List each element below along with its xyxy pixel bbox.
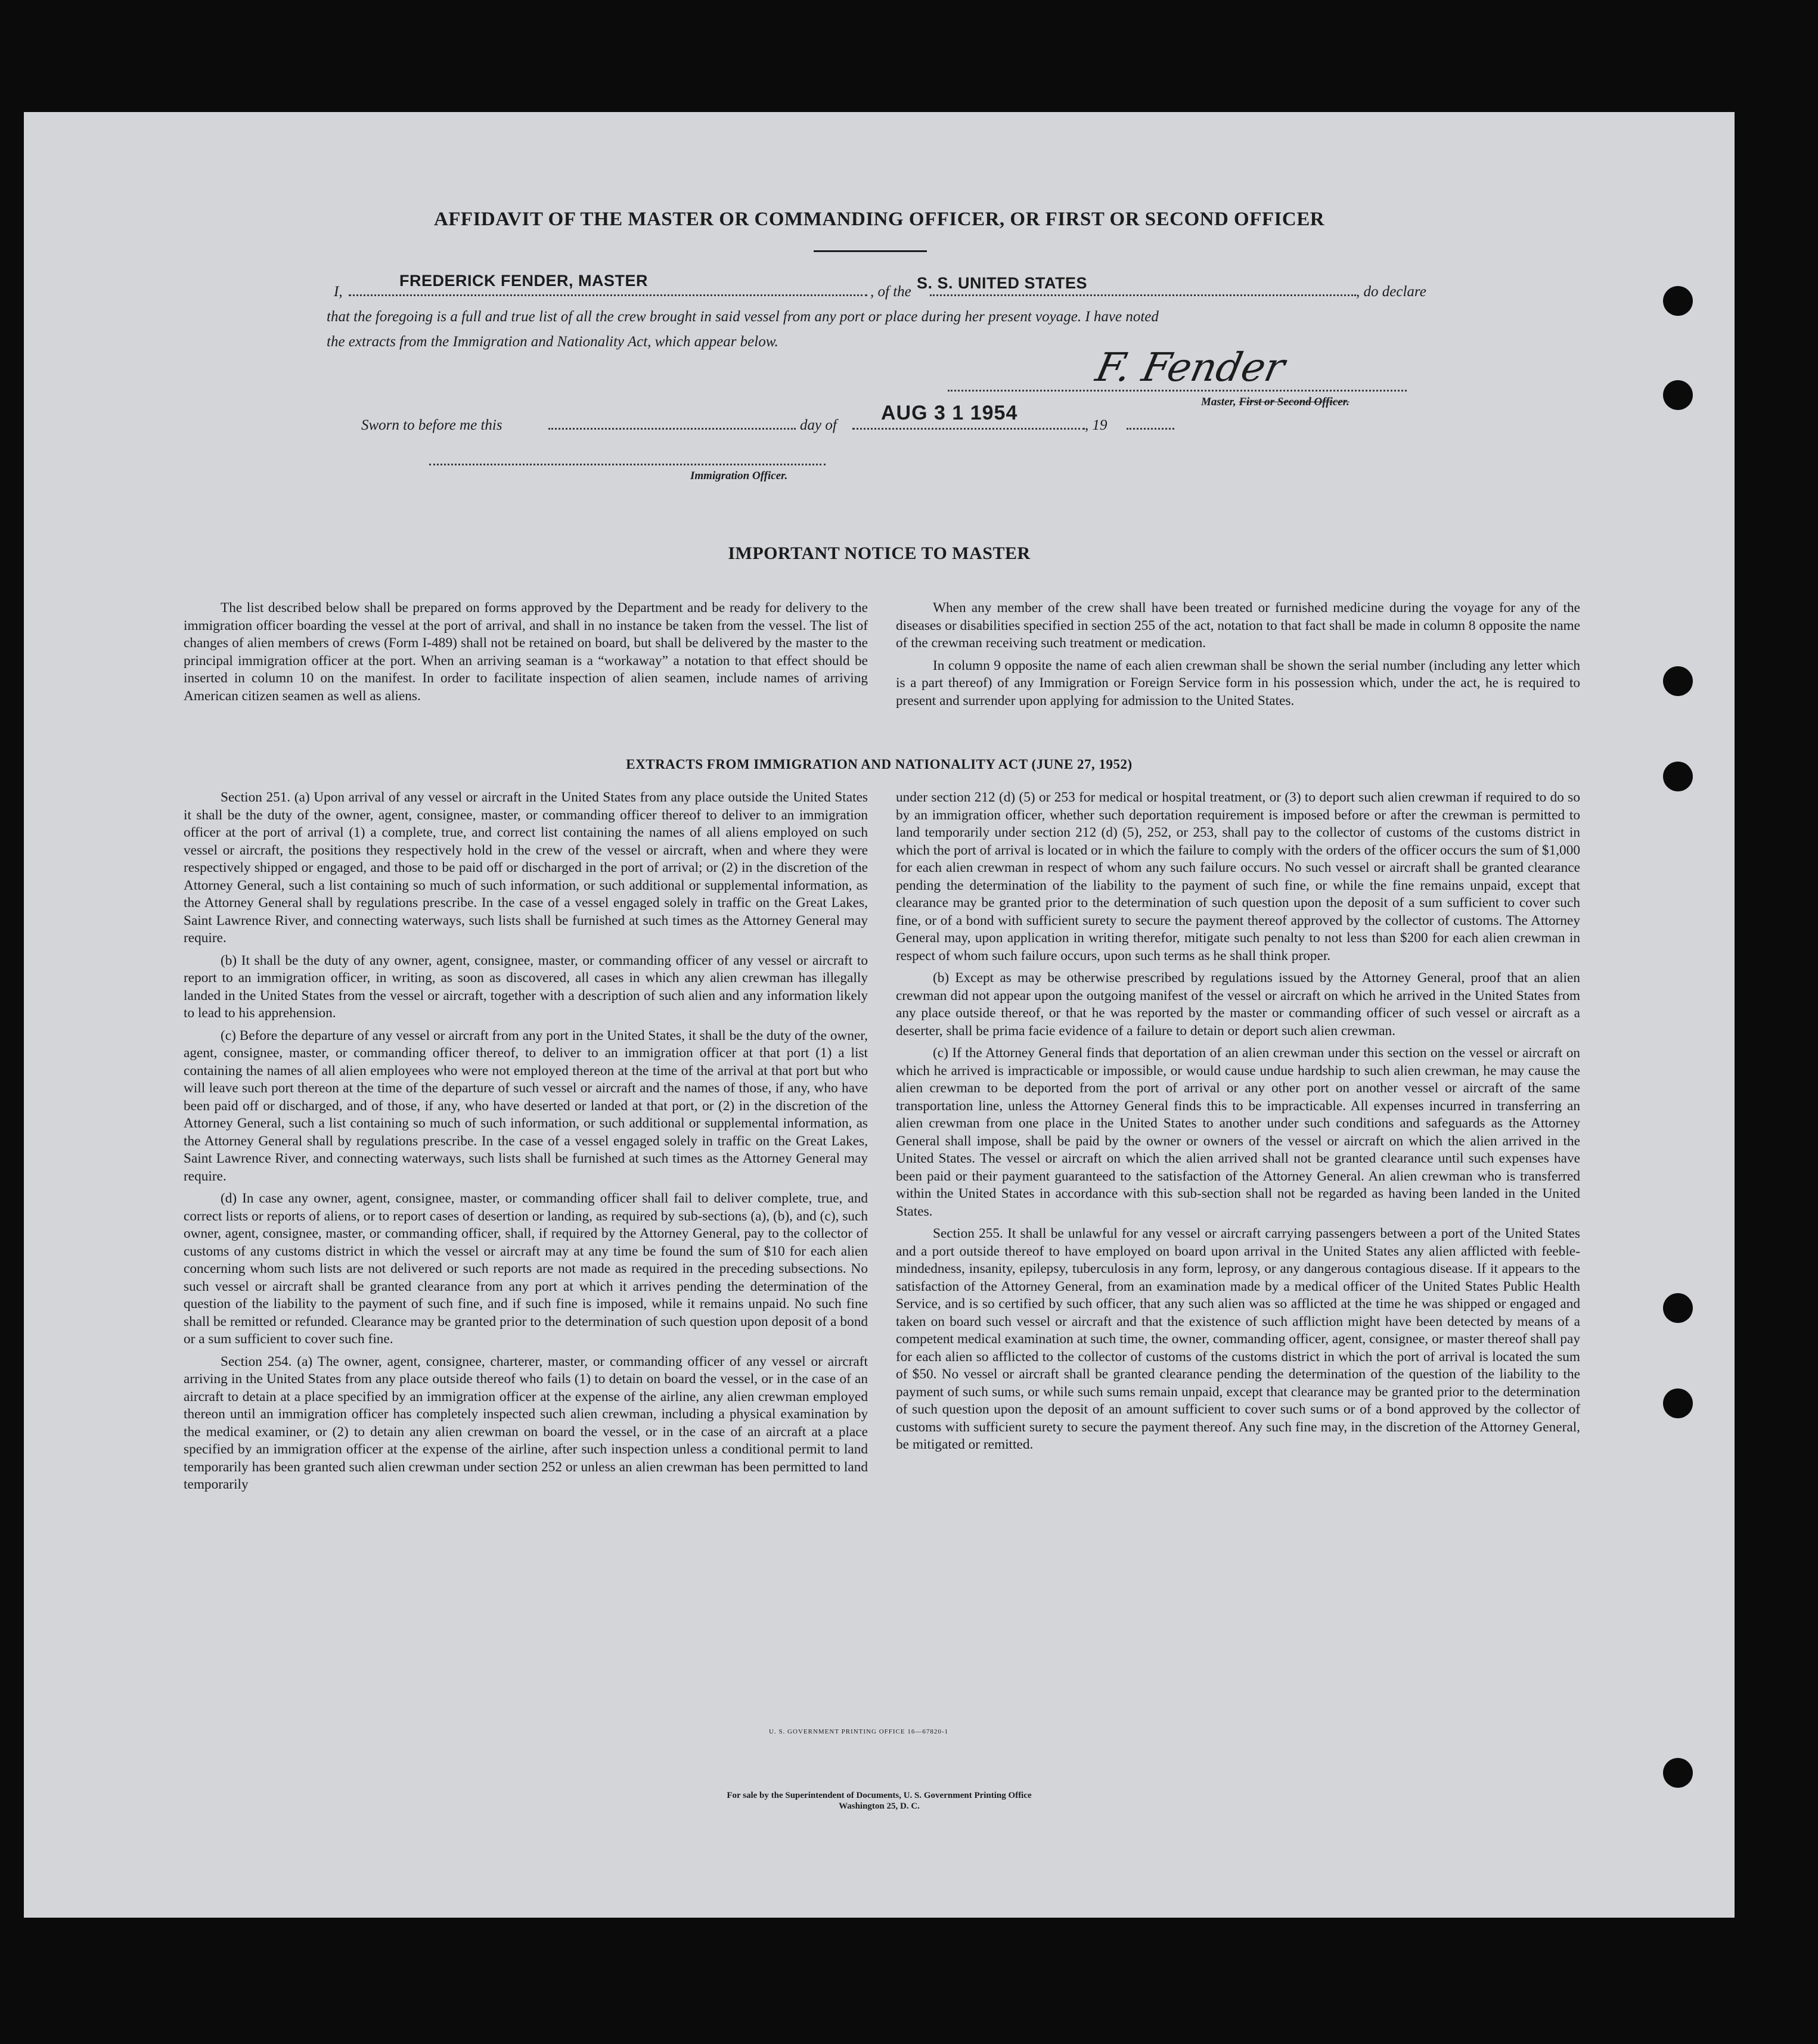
- punch-hole: [1663, 1388, 1693, 1418]
- date-stamp: AUG 3 1 1954: [881, 402, 1018, 424]
- extracts-title: EXTRACTS FROM IMMIGRATION AND NATIONALITY ACT (JUNE 27, 1952): [626, 757, 1133, 772]
- declarant-name: FREDERICK FENDER, MASTER: [399, 272, 649, 290]
- statement-line-2: the extracts from the Immigration and Nationality Act, which appear below.: [327, 334, 778, 350]
- sworn-label: Sworn to before me this: [361, 417, 502, 433]
- notice-paragraph: When any member of the crew shall have been treated or furnished medicine during the voyage for any of the diseases or disabilities specified in section 255 of the act, notation to that fact shall be made in column 8 opposite the name of the crewman receiving such treatment or medication.: [896, 600, 1580, 651]
- extract-paragraph: (c) Before the departure of any vessel or aircraft from any port in the United States, it shall be the duty of the owner, agent, consignee, master, or commanding officer thereof, to deliver to an immigration officer at that port (1) a list containing the names of all alien employees who were not employed thereon at the time of the arrival at that port but who will leave such port thereon at the time of the departure of such vessel or aircraft and the names of those, if any, who have been paid off or discharged, and of those, if any, who have deserted or landed at that port, or (2) in the discretion of the Attorney General, such a list containing so much of such information, or such additional or supplemental information, as the Attorney General shall by regulations prescribe. In the case of a vessel engaged solely in traffic on the Great Lakes, Saint Lawrence River, and connecting waterways, such lists shall be furnished at such times as the Attorney General may require.: [184, 1027, 868, 1184]
- extract-paragraph: Section 251. (a) Upon arrival of any vessel or aircraft in the United States from any place outside the United States it shall be the duty of the owner, agent, consignee, master, or commanding officer thereof to deliver to an immigration officer at the port of arrival (1) a complete, true, and correct list containing the names of all aliens employed on such vessel or aircraft, the positions they respectively hold in the crew of the vessel or aircraft, when and where they were respectively shipped or engaged, and those to be paid off or discharged in the port of arrival; or (2) in the discretion of the Attorney General, such a list containing so much of such information, or such additional or supplemental information, as the Attorney General shall by regulations prescribe. In the case of a vessel engaged solely in traffic on the Great Lakes, Saint Lawrence River, and connecting waterways, such lists shall be furnished at such times as the Attorney General may require.: [184, 790, 868, 946]
- extract-paragraph: (b) It shall be the duty of any owner, agent, consignee, master, or commanding officer of any vessel or aircraft to report to an immigration officer, in writing, as soon as discovered, all cases in which any alien crewman has illegally landed in the United States from the vessel or aircraft, together with a description of such alien and any information likely to lead to his apprehension.: [184, 952, 868, 1021]
- signature: F. Fender: [1091, 344, 1289, 390]
- signature-caption: [1201, 396, 1349, 409]
- punch-hole: [1663, 1758, 1693, 1788]
- extract-paragraph: (c) If the Attorney General finds that deportation of an alien crewman under this section on the vessel or aircraft on which he arrived is impracticable or impossible, or would cause undue hardship to such alien crewman, he may cause the alien crewman to be deported from the port of arrival or any other port on another vessel or aircraft of the same transportation line, unless the Attorney General finds this to be impracticable. All expenses incurred in transferring an alien crewman from one place in the United States to another under such conditions and safeguards as the Attorney General shall impose, shall be paid by the owner or owners of the vessel or aircraft on which the alien arrived in the United States. The vessel or aircraft on which the alien arrived shall not be granted clearance until such expenses have been paid or their payment guaranteed to the satisfaction of the Attorney General. An alien crewman who is transferred within the United States in accordance with this sub-section shall not be regarded as having been landed in the United States.: [896, 1045, 1580, 1219]
- vessel-line: [930, 294, 1356, 296]
- notice-right-column: [896, 599, 1580, 710]
- printer-mark: U. S. GOVERNMENT PRINTING OFFICE 16—67820-1: [769, 1728, 949, 1735]
- immigration-officer-line: [429, 464, 826, 465]
- notice-paragraph: In column 9 opposite the name of each alien crewman shall be shown the serial number (including any letter which is a part thereof) of any Immigration or Foreign Service form in his possession which, under the act, he is required to present and surrender upon applying for admission to the United States.: [896, 657, 1580, 709]
- notice-title: IMPORTANT NOTICE TO MASTER: [728, 543, 1031, 563]
- sale-footer: [24, 1790, 1735, 1812]
- year-line: [1127, 428, 1174, 430]
- declarant-line: [349, 294, 867, 296]
- punch-hole: [1663, 380, 1693, 410]
- affidavit-title: AFFIDAVIT OF THE MASTER OR COMMANDING OFFICER, OR FIRST OR SECOND OFFICER: [433, 209, 1325, 230]
- caption-struck: First or Second Officer.: [1239, 396, 1349, 408]
- vessel-name: S. S. UNITED STATES: [917, 274, 1088, 292]
- title-underline: [814, 250, 927, 252]
- extract-paragraph: Section 255. It shall be unlawful for any vessel or aircraft carrying passengers between a port of the United States and a port outside thereof to have employed on board upon arrival in the United States any alien afflicted with feeble-mindedness, insanity, epilepsy, tuberculosis in any form, leprosy, or any dangerous contagious disease. If it appears to the satisfaction of the Attorney General, from an examination made by a medical officer of the United States Public Health Service, and is so certified by such officer, that any such alien was so afflicted at the time he was shipped or engaged and taken on board such vessel or aircraft and that the existence of such affliction might have been detected by means of a competent medical examination at such time, the owner, commanding officer, agent, consignee, or master thereof shall pay for each alien so afflicted to the collector of customs of the customs district in which the port of arrival is located the sum of $50. No vessel or aircraft shall be granted clearance pending the determination of the question of the liability to the payment of such sums, or while such sums remain unpaid, except that clearance may be granted prior to the determination of such question upon the deposit of an amount sufficient to cover such sums or of a bond approved by the collector of customs with sufficient surety to secure the payment thereof. Any such fine may, in the discretion of the Attorney General, be mitigated or remitted.: [896, 1226, 1580, 1452]
- immigration-officer-label: Immigration Officer.: [690, 470, 788, 482]
- statement-line-1: that the foregoing is a full and true list of all the crew brought in said vessel from any port or place during her present voyage. I have noted: [327, 309, 1159, 325]
- of-the-label: , of the: [870, 284, 911, 300]
- extract-paragraph: (d) In case any owner, agent, consignee, master, or commanding officer shall fail to deliver complete, true, and correct lists or reports of aliens, or to report cases of desertion or landing, as required by sub-sections (a), (b), and (c), such owner, agent, consignee, master, or commanding officer, shall, if required by the Attorney General, pay to the collector of customs of any customs district in which the vessel or aircraft may at any time be found the sum of $10 for each alien concerning whom such lists are not delivered or such reports are not made as required in the preceding subsections. No such vessel or aircraft shall be granted clearance from any port at which it arrives pending the determination of the question of the liability to the payment of such fine, and if such fine is imposed, while it remains unpaid. No such fine shall be remitted or refunded. Clearance may be granted prior to the determination of such question upon deposit of a bond or a sum sufficient to cover such fine.: [184, 1191, 868, 1347]
- extract-paragraph: under section 212 (d) (5) or 253 for medical or hospital treatment, or (3) to deport such alien crewman if required to do so by an immigration officer, whether such deportation requirement is imposed before or after the crewman is permitted to land temporarily under section 212 (d) (5), 252, or 253, shall pay to the collector of customs of the customs district in which the port of arrival is located or in which the failure to comply with the orders of the officer occurs the sum of $1,000 for each alien crewman in respect of whom any such failure occurs. No such vessel or aircraft shall be granted clearance pending the determination of the liability to the payment of such fine, or while the fine remains unpaid, except that clearance may be granted prior to the determination of such question upon the deposit of a sum sufficient to cover such fine, or of a bond with sufficient surety to secure the payment thereof approved by the collector of customs. The Attorney General may, upon application in writing therefor, mitigate such penalty to not less than $200 for each alien crewman in respect of whom such failure occurs, upon such terms as he shall think proper.: [896, 790, 1580, 964]
- year-prefix: , 19: [1085, 417, 1107, 433]
- affidavit-i: I,: [334, 284, 343, 300]
- sworn-day-line: [548, 428, 796, 430]
- punch-hole: [1663, 286, 1693, 316]
- notice-paragraph: The list described below shall be prepared on forms approved by the Department and be ready for delivery to the immigration officer boarding the vessel at the port of arrival, and shall in no instance be taken from the vessel. The list of changes of alien members of crews (Form I-489) shall not be retained on board, but shall be delivered by the master to the principal immigration officer at the port. When an arriving seaman is a “workaway” a notation to that effect should be inserted in column 10 on the manifest. In order to facilitate inspection of alien seamen, include names of arriving American citizen seamen as well as aliens.: [184, 600, 868, 704]
- punch-hole: [1663, 666, 1693, 696]
- punch-hole: [1663, 1293, 1693, 1323]
- notice-left-column: [184, 599, 868, 705]
- extract-paragraph: Section 254. (a) The owner, agent, consignee, charterer, master, or commanding officer of any vessel or aircraft arriving in the United States from any place outside thereof who fails (1) to detain on board the vessel, or in the case of an aircraft to detain at a place specified by an immigration officer at the expense of the airline, any alien crewman employed thereon until an immigration officer has completely inspected such alien crewman, including a physical examination by the medical examiner, or (2) to detain any alien crewman on board the vessel, or in the case of an aircraft at a place specified by an immigration officer at the expense of the airline, after such inspection unless a conditional permit to land temporarily has been granted such alien crewman under section 252 or unless an alien crewman has been permitted to land temporarily: [184, 1353, 868, 1492]
- do-declare-label: , do declare: [1356, 284, 1426, 300]
- day-of-label: day of: [800, 417, 837, 433]
- document-page: [24, 112, 1735, 1918]
- caption-master: Master,: [1201, 396, 1236, 408]
- signature-line: [948, 390, 1407, 392]
- extracts-left-column: [184, 789, 868, 1494]
- footer-line-1: For sale by the Superintendent of Documents, U. S. Government Printing Office: [727, 1791, 1032, 1800]
- extracts-right-column: [896, 789, 1580, 1454]
- extract-paragraph: (b) Except as may be otherwise prescribed by regulations issued by the Attorney General, proof that an alien crewman did not appear upon the outgoing manifest of the vessel or aircraft on which he arrived in the United States from any place outside thereof, or that he was reported by the master or commanding officer of such vessel or aircraft as a deserter, shall be prima facie evidence of a failure to detain or deport such alien crewman.: [896, 970, 1580, 1039]
- month-line: [852, 428, 1085, 430]
- footer-line-2: Washington 25, D. C.: [839, 1801, 920, 1811]
